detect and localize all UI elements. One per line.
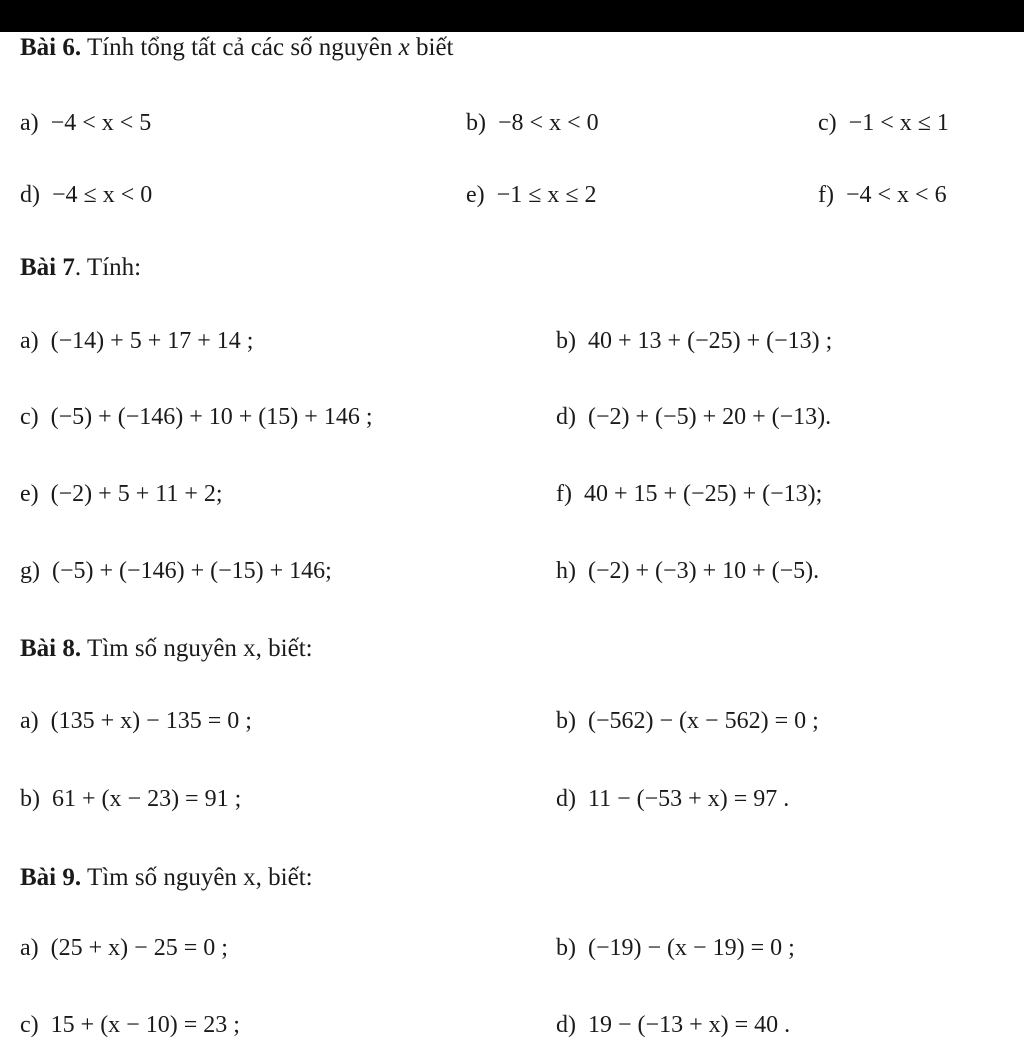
item-expression: −4 ≤ x < 0	[52, 182, 153, 208]
bai7-item-d	[556, 405, 831, 429]
item-label: f)	[818, 182, 834, 208]
item-label: c)	[818, 110, 837, 136]
item-expression: (25 + x) − 25 = 0 ;	[50, 935, 228, 961]
item-expression: −8 < x < 0	[498, 110, 599, 136]
bai9-item-b	[556, 936, 795, 960]
bai6-text: Tính tổng tất cả các số nguyên	[86, 34, 393, 61]
item-expression: 15 + (x − 10) = 23 ;	[50, 1012, 240, 1038]
item-expression: 61 + (x − 23) = 91 ;	[52, 786, 242, 812]
bai6-item-c	[818, 111, 949, 135]
item-label: b)	[466, 110, 486, 136]
bai6-item-b	[466, 111, 599, 135]
item-label: c)	[20, 404, 39, 430]
bai6-item-a	[20, 111, 151, 135]
item-expression: 40 + 13 + (−25) + (−13) ;	[588, 328, 833, 354]
bai9-item-c	[20, 1013, 240, 1037]
item-expression: (−562) − (x − 562) = 0 ;	[588, 708, 819, 734]
bai7-title: Bài 7	[20, 254, 75, 281]
bai7-heading	[20, 255, 141, 280]
item-label: b)	[556, 935, 576, 961]
item-expression: (−19) − (x − 19) = 0 ;	[588, 935, 795, 961]
worksheet-page	[0, 32, 1024, 1063]
bai6-heading	[20, 35, 454, 60]
item-expression: 11 − (−53 + x) = 97 .	[588, 786, 790, 812]
bai7-text: . Tính:	[74, 254, 142, 281]
item-label: b)	[556, 708, 576, 734]
item-expression: 19 − (−13 + x) = 40 .	[588, 1012, 791, 1038]
item-label: d)	[556, 1012, 576, 1038]
top-black-bar	[0, 0, 1024, 32]
item-label: d)	[556, 404, 576, 430]
bai7-item-b	[556, 329, 832, 353]
item-label: b)	[556, 328, 576, 354]
bai9-text: Tìm số nguyên x, biết:	[86, 864, 313, 891]
bai7-item-e	[20, 482, 223, 506]
bai6-title: Bài 6.	[20, 34, 82, 61]
bai6-item-e	[466, 183, 597, 207]
item-expression: −1 ≤ x ≤ 2	[496, 182, 597, 208]
item-label: g)	[20, 558, 40, 584]
bai8-item-c	[20, 787, 241, 811]
bai8-text: Tìm số nguyên x, biết:	[86, 635, 313, 662]
bai7-item-c	[20, 405, 373, 429]
bai6-variable: x	[398, 34, 410, 61]
bai7-item-a	[20, 329, 253, 353]
item-expression: (−5) + (−146) + (−15) + 146;	[52, 558, 332, 584]
item-expression: −1 < x ≤ 1	[848, 110, 949, 136]
bai6-item-d	[20, 183, 152, 207]
bai9-item-d	[556, 1013, 790, 1037]
bai8-item-d	[556, 787, 789, 811]
item-label: a)	[20, 328, 39, 354]
item-expression: −4 < x < 6	[845, 182, 947, 208]
item-expression: (−2) + (−3) + 10 + (−5).	[588, 558, 820, 584]
item-expression: −4 < x < 5	[50, 110, 152, 136]
item-label: a)	[20, 110, 39, 136]
item-label: e)	[466, 182, 485, 208]
item-label: b)	[20, 786, 40, 812]
bai6-text-after: biết	[416, 34, 454, 61]
item-label: f)	[556, 481, 572, 507]
bai7-item-h	[556, 559, 819, 583]
item-label: c)	[20, 1012, 39, 1038]
bai8-title: Bài 8.	[20, 635, 82, 662]
bai8-item-a	[20, 709, 252, 733]
bai9-heading	[20, 865, 313, 890]
item-label: e)	[20, 481, 39, 507]
item-expression: (−5) + (−146) + 10 + (15) + 146 ;	[50, 404, 373, 430]
item-expression: (−14) + 5 + 17 + 14 ;	[50, 328, 254, 354]
item-expression: 40 + 15 + (−25) + (−13);	[583, 481, 823, 507]
item-label: d)	[20, 182, 40, 208]
item-expression: (−2) + 5 + 11 + 2;	[50, 481, 223, 507]
bai7-item-f	[556, 482, 822, 506]
bai7-item-g	[20, 559, 332, 583]
bai8-item-b	[556, 709, 819, 733]
item-label: h)	[556, 558, 576, 584]
item-label: a)	[20, 708, 39, 734]
bai9-item-a	[20, 936, 228, 960]
item-label: a)	[20, 935, 39, 961]
bai6-item-f	[818, 183, 947, 207]
bai8-heading	[20, 636, 313, 661]
item-expression: (135 + x) − 135 = 0 ;	[50, 708, 252, 734]
item-expression: (−2) + (−5) + 20 + (−13).	[588, 404, 832, 430]
item-label: d)	[556, 786, 576, 812]
bai9-title: Bài 9.	[20, 864, 82, 891]
